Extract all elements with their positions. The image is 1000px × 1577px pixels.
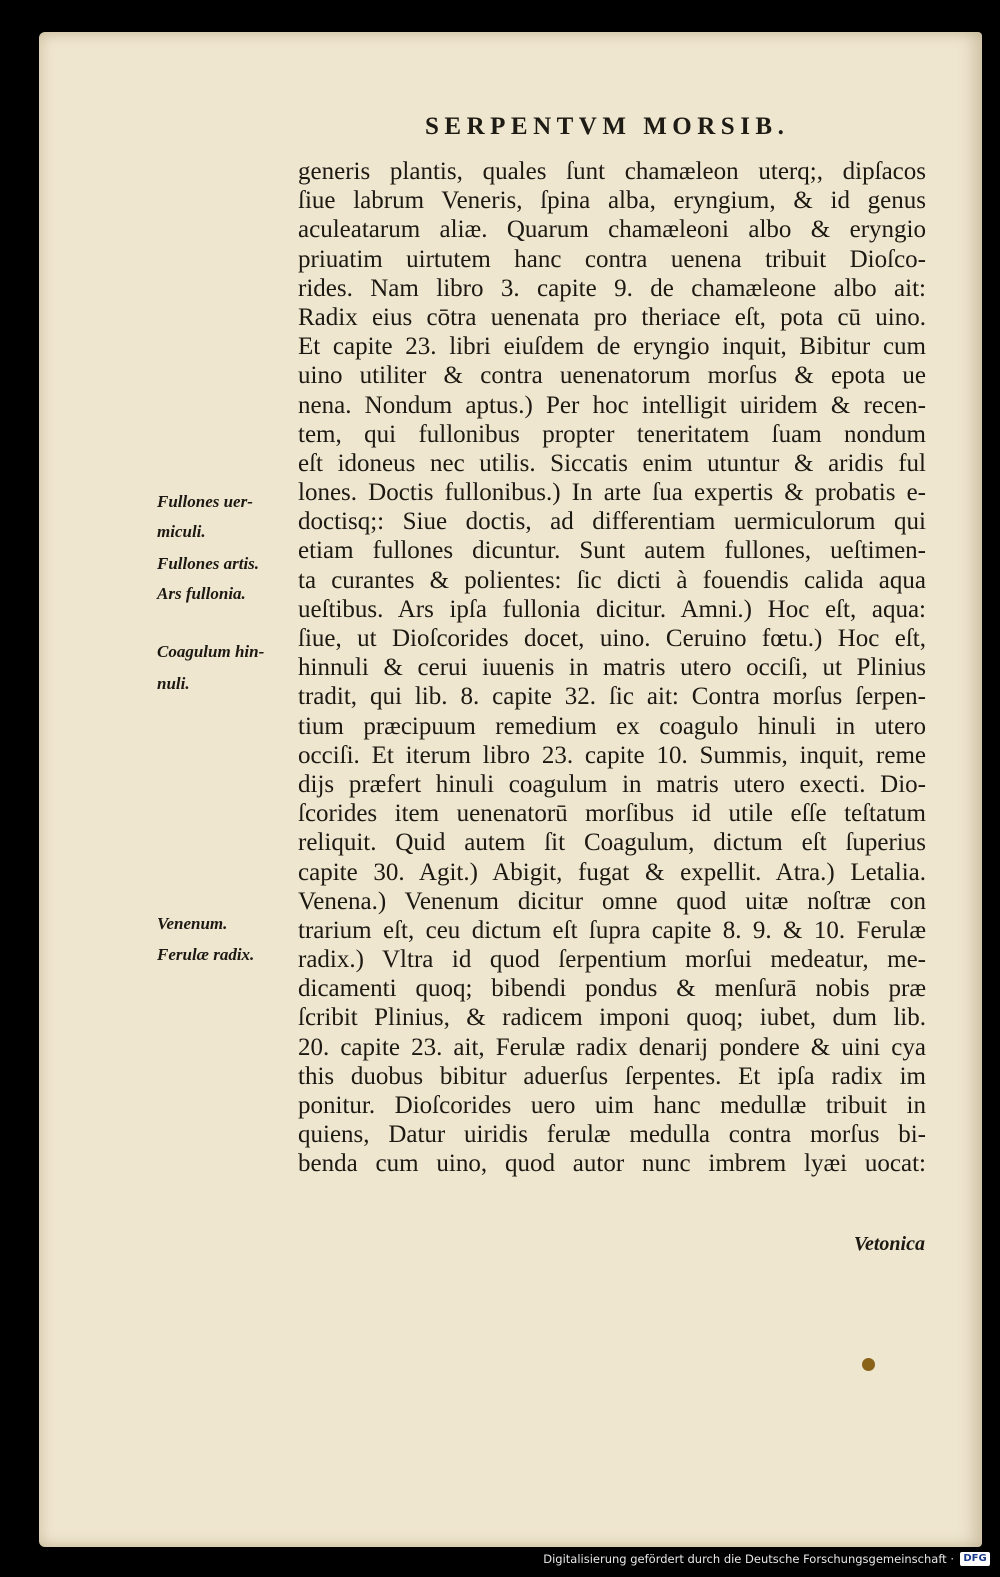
text-line: ſiue, ut Dioſcorides docet, uino. Ceruino fœtu.) Hoc eſt,: [298, 625, 926, 652]
margin-note: nuli.: [157, 674, 190, 693]
text-line: quiens, Datur uiridis ferulæ medulla contra morſus bi-: [298, 1121, 926, 1149]
catchword: Vetonica: [853, 1233, 925, 1255]
text-line: lones. Doctis fullonibus.) In arte ſua expertis & probatis e-: [298, 479, 926, 507]
text-line: uino utiliter & contra uenenatorum morſus & epota ue: [298, 362, 926, 390]
text-line: 20. capite 23. ait, Ferulæ radix denarij pondere & uini cya: [298, 1033, 926, 1061]
text-line: rides. Nam libro 3. capite 9. de chamæleone albo ait:: [298, 274, 926, 302]
text-line: Radix eius cōtra uenenata pro theriace eſt, pota cū uino.: [298, 303, 926, 331]
text-line: ſcorides item uenenatorū morſibus id utile eſſe teſtatum: [298, 800, 926, 828]
text-line: ſiue labrum Veneris, ſpina alba, eryngium, & id genus: [298, 187, 926, 215]
text-line: generis plantis, quales ſunt chamæleon uterq;, dipſacos: [298, 158, 926, 185]
margin-note: Fullones uer-: [157, 492, 253, 511]
margin-note: miculi.: [157, 522, 206, 541]
text-line: reliquit. Quid autem ſit Coagulum, dictum eſt ſuperius: [298, 829, 926, 857]
body-text: [298, 157, 926, 1179]
text-line: this duobus bibitur aduerſus ſerpentes. Et ipſa radix im: [298, 1062, 926, 1090]
text-line: tem, qui fullonibus propter teneritatem ſuam nondum: [298, 420, 926, 448]
margin-note: Ars fullonia.: [157, 584, 246, 603]
text-line: ueſtibus. Ars ipſa fullonia dicitur. Amni.) Hoc eſt, aqua:: [298, 595, 926, 623]
text-line: benda cum uino, quod autor nunc imbrem lyæi uocat:: [298, 1150, 926, 1178]
text-line: capite 30. Agit.) Abigit, fugat & expellit. Atra.) Letalia.: [298, 858, 926, 886]
text-line: etiam fullones dicuntur. Sunt autem fullones, ueſtimen-: [298, 537, 926, 565]
text-line: ſcribit Plinius, & radicem imponi quoq; iubet, dum lib.: [298, 1004, 926, 1032]
running-head: SERPENTVM MORSIB.: [425, 113, 790, 140]
text-line: priuatim uirtutem hanc contra uenena tribuit Dioſco-: [298, 245, 926, 273]
text-line: doctisq;: Siue doctis, ad differentiam uermiculorum qui: [298, 508, 926, 536]
text-line: occiſi. Et iterum libro 23. capite 10. Summis, inquit, reme: [298, 741, 926, 769]
marginalia: [157, 0, 287, 1500]
footer-funding-note: Digitalisierung gefördert durch die Deutsche Forschungsgemeinschaft ·: [543, 1552, 954, 1566]
text-line: aculeatarum aliæ. Quarum chamæleoni albo & eryngio: [298, 216, 926, 244]
text-line: trarium eſt, ceu dictum eſt ſupra capite 8. 9. & 10. Ferulæ: [298, 916, 926, 944]
text-line: Venena.) Venenum dicitur omne quod uitæ noſtræ con: [298, 887, 926, 915]
text-line: tradit, qui lib. 8. capite 32. ſic ait: Contra morſus ſerpen-: [298, 683, 926, 711]
text-line: hinnuli & cerui iuuenis in matris utero occiſi, ut Plinius: [298, 654, 926, 682]
text-line: ta curantes & polientes: ſic dicti à fouendis calida aqua: [298, 566, 926, 594]
text-line: nena. Nondum aptus.) Per hoc intelligit uiridem & recen-: [298, 391, 926, 419]
text-line: radix.) Vltra id quod ſerpentium morſui medeatur, me-: [298, 946, 926, 974]
dfg-logo-icon: DFG: [960, 1552, 990, 1566]
text-line: eſt idoneus nec utilis. Siccatis enim utuntur & aridis ful: [298, 449, 926, 477]
margin-note: Fullones artis.: [157, 554, 260, 573]
margin-note: Ferulæ radix.: [157, 945, 255, 964]
margin-note: Coagulum hin-: [157, 642, 265, 661]
text-line: Et capite 23. libri eiuſdem de eryngio inquit, Bibitur cum: [298, 333, 926, 361]
ink-spot: [862, 1358, 875, 1371]
text-line: dicamenti quoq; bibendi pondus & menſurā nobis præ: [298, 975, 926, 1003]
margin-note: Venenum.: [157, 914, 228, 933]
text-line: ponitur. Dioſcorides uero uim hanc medullæ tribuit in: [298, 1092, 926, 1119]
text-line: tium præcipuum remedium ex coagulo hinuli in utero: [298, 712, 926, 740]
text-line: dijs præfert hinuli coagulum in matris utero execti. Dio-: [298, 770, 926, 798]
